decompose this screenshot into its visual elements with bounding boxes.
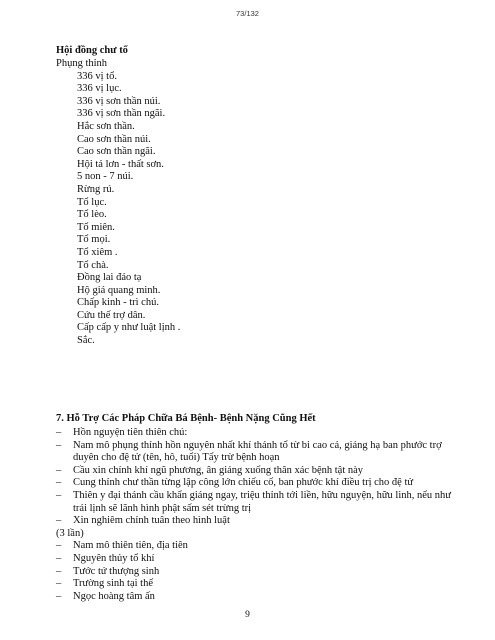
dash-marker: –	[56, 427, 62, 438]
bullet-text: Nguyên thủy tổ khí	[73, 552, 155, 564]
dash-marker: –	[56, 439, 62, 451]
list-item: Đồng lai đáo tạ	[77, 272, 142, 284]
dash-marker: –	[56, 565, 62, 577]
bullet-item	[56, 490, 456, 515]
list-item: 336 vị lục.	[77, 83, 122, 95]
list-item: Tổ lục.	[77, 196, 107, 208]
bullet-list	[56, 427, 456, 528]
dash-marker: –	[56, 477, 62, 489]
repeat-note: (3 lần)	[56, 527, 84, 539]
bullet-text: Trường sinh tại thế	[73, 578, 153, 590]
bullet-item	[56, 477, 456, 490]
list-item: 336 vị sơn thần ngãi.	[77, 108, 166, 120]
bullet-item	[56, 578, 456, 591]
dash-marker: –	[56, 578, 62, 590]
bullet-text: Cung thỉnh chư thần từng lập công lớn chiếu cố, ban phước khí điều trị cho đệ tử	[73, 477, 414, 489]
bullet-text: Cầu xin chính khí ngũ phương, ân giáng xuống thân xác bệnh tật này	[73, 464, 364, 476]
bullet-text: Ngọc hoàng tâm ấn	[73, 590, 155, 602]
bullet-item	[56, 515, 456, 528]
bullet-item	[56, 427, 456, 440]
bullet-text: Nam mô phụng thỉnh hồn nguyên nhất khí thánh tổ từ bi cao cả, giáng hạ ban phước trợ duyên cho đệ tử (tên, hô, tuổi) Tẩy trừ bệnh hoạn	[73, 439, 442, 464]
list-item: 5 non - 7 núi.	[77, 171, 134, 183]
section-title: Hội đồng chư tổ	[56, 45, 128, 56]
list-item: 336 vị tổ.	[77, 70, 117, 82]
bullet-item	[56, 465, 456, 478]
intro-line: Phụng thỉnh	[56, 58, 108, 69]
page-number: 9	[245, 610, 250, 620]
list-item: Chấp kinh - trì chú.	[77, 297, 159, 309]
page-counter: 73/132	[236, 9, 259, 18]
list-item: 336 vị sơn thần núi.	[77, 95, 161, 107]
invocation-list	[56, 71, 456, 348]
dash-marker: –	[56, 590, 62, 602]
list-item: Hắc sơn thần.	[77, 120, 135, 132]
list-item: Tổ miên.	[77, 221, 115, 233]
list-item: Tổ mọi.	[77, 234, 111, 246]
list-item: Cao sơn thần núi.	[77, 133, 151, 145]
bullet-text: Tước tứ thượng sinh	[73, 565, 160, 577]
dash-marker: –	[56, 552, 62, 564]
list-item: Cấp cấp y như luật lịnh .	[77, 322, 181, 334]
bullet-item	[56, 566, 456, 579]
bullet-text: Xin nghiêm chỉnh tuân theo hình luật	[73, 515, 230, 527]
bullet-item	[56, 591, 456, 604]
list-item: Rừng rú.	[77, 183, 115, 195]
list-item: Tổ xiêm .	[77, 246, 118, 258]
dash-marker: –	[56, 540, 62, 552]
bullet-text: Thiên y đại thánh cầu khẩn giáng ngay, triệu thỉnh tới liền, hữu nguyện, hữu linh, nếu như trái lịnh sẽ lãnh hình phật sấm sét trừng trị	[73, 489, 451, 514]
bullet-item	[56, 540, 456, 553]
section-healing-support	[56, 412, 456, 603]
list-item: Tổ chà.	[77, 259, 109, 271]
list-item: Cao sơn thần ngãi.	[77, 146, 156, 158]
bullet-text: Hồn nguyện tiên thiên chú:	[73, 427, 188, 438]
list-item: Cứu thế trợ dân.	[77, 309, 146, 321]
bullet-item	[56, 553, 456, 566]
list-item: Hộ giá quang minh.	[77, 284, 161, 296]
list-item: Hội tả lơn - thất sơn.	[77, 158, 164, 170]
bullet-list	[56, 540, 456, 603]
list-item: Sắc.	[77, 335, 95, 347]
list-item: Tổ lèo.	[77, 209, 107, 221]
section-title: 7. Hỗ Trợ Các Pháp Chữa Bá Bệnh- Bệnh Nặng Cũng Hết	[56, 413, 316, 424]
dash-marker: –	[56, 464, 62, 476]
bullet-text: Nam mô thiên tiên, địa tiên	[73, 540, 188, 552]
dash-marker: –	[56, 515, 62, 527]
dash-marker: –	[56, 489, 62, 501]
section-council-of-patriarchs	[56, 44, 456, 348]
bullet-item	[56, 440, 456, 465]
